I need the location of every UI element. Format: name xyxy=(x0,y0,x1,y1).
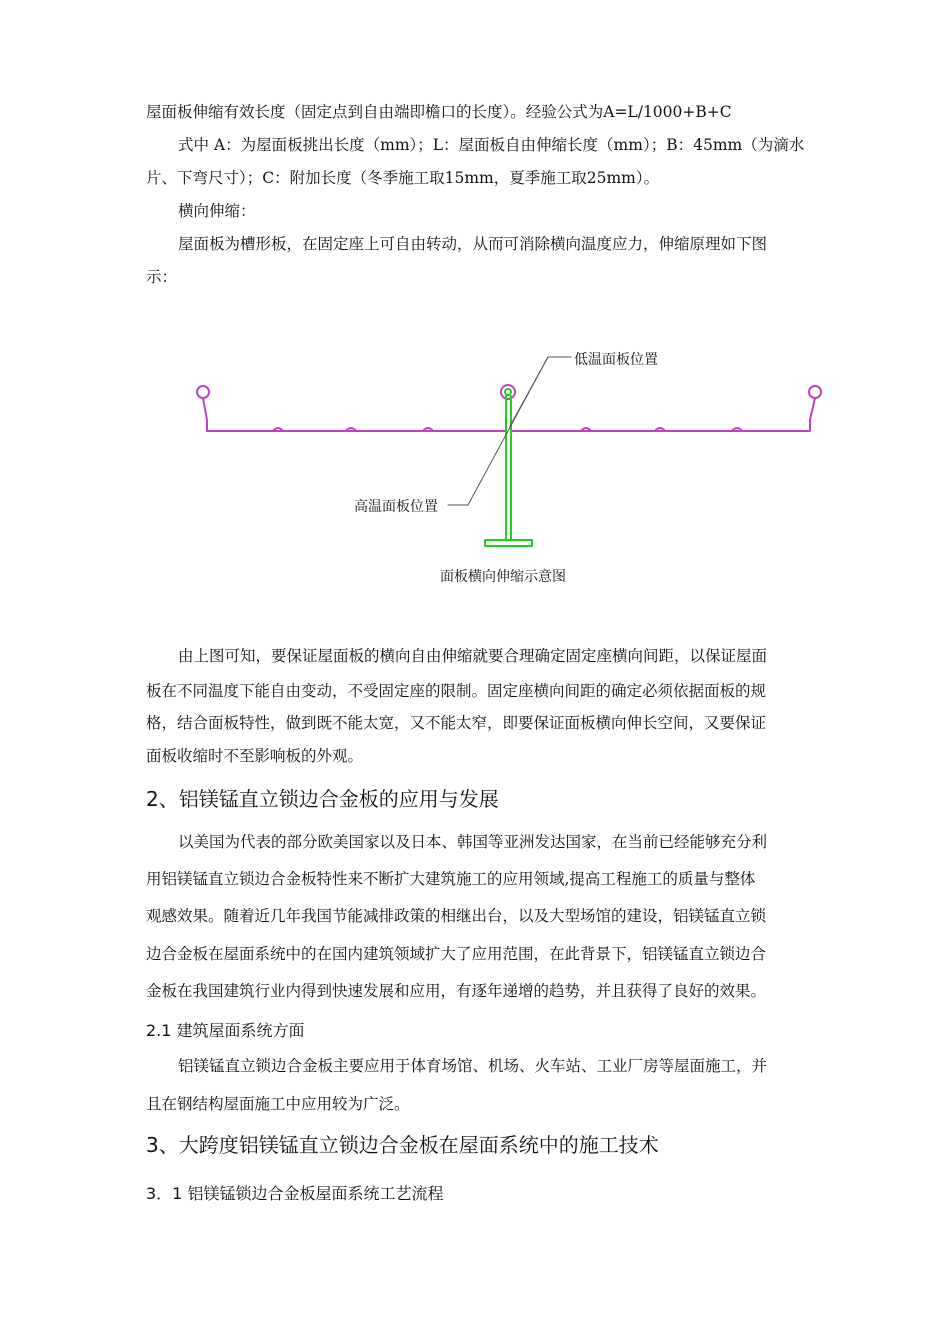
panel-left xyxy=(197,386,506,431)
paragraph-formula-definition: 式中 A：为屋面板挑出长度（mm）；L：屋面板自由伸缩长度（mm）；B：45mm（为滴水 xyxy=(178,136,805,154)
fixing-seat xyxy=(485,389,532,546)
paragraph-conclusion-2: 板在不同温度下能自由变动，不受固定座的限制。固定座横向间距的确定必须依据面板的规 xyxy=(146,682,767,700)
paragraph-formula-intro: 屋面板伸缩有效长度（固定点到自由端即檐口的长度）。经验公式为A=L/1000+B+C xyxy=(146,103,732,121)
panel-right xyxy=(511,386,821,431)
paragraph-application-5: 金板在我国建筑行业内得到快速发展和应用，有逐年递增的趋势，并且获得了良好的效果。 xyxy=(146,982,767,1000)
label-low-temperature-position: 低温面板位置 xyxy=(574,352,658,368)
paragraph-application: 以美国为代表的部分欧美国家以及日本、韩国等亚洲发达国家，在当前已经能够充分利 xyxy=(178,833,768,851)
paragraph-application-3: 观感效果。随着近几年我国节能减排政策的相继出台，以及大型场馆的建设，铝镁锰直立锁 xyxy=(146,907,767,925)
paragraph-application-2: 用铝镁锰直立锁边合金板特性来不断扩大建筑施工的应用领域,提高工程施工的质量与整体 xyxy=(146,870,756,888)
paragraph-conclusion: 由上图可知，要保证屋面板的横向自由伸缩就要合理确定固定座横向间距，以保证屋面 xyxy=(178,647,768,665)
subsection-heading-3-1: 3．1 铝镁锰锁边合金板屋面系统工艺流程 xyxy=(146,1184,444,1203)
paragraph-transverse-text-cont: 示： xyxy=(146,268,178,286)
section-heading-3: 3、大跨度铝镁锰直立锁边合金板在屋面系统中的施工技术 xyxy=(146,1133,659,1157)
paragraph-transverse-heading: 横向伸缩： xyxy=(178,202,256,220)
section-heading-2: 2、铝镁锰直立锁边合金板的应用与发展 xyxy=(146,787,499,811)
paragraph-application-4: 边合金板在屋面系统中的在国内建筑领域扩大了应用范围，在此背景下，铝镁锰直立锁边合 xyxy=(146,945,767,963)
paragraph-roof-system-2: 且在钢结构屋面施工中应用较为广泛。 xyxy=(146,1095,410,1113)
label-high-temperature-position: 高温面板位置 xyxy=(354,499,438,515)
paragraph-transverse-text: 屋面板为槽形板，在固定座上可自由转动，从而可消除横向温度应力，伸缩原理如下图 xyxy=(178,235,768,253)
subsection-heading-2-1: 2.1 建筑屋面系统方面 xyxy=(146,1021,305,1040)
figure-caption: 面板横向伸缩示意图 xyxy=(440,569,566,585)
transverse-expansion-diagram xyxy=(0,0,950,620)
standing-seam xyxy=(501,385,515,399)
paragraph-formula-definition-cont: 片、下弯尺寸）；C：附加长度（冬季施工取15mm，夏季施工取25mm）。 xyxy=(146,169,660,187)
paragraph-conclusion-3: 格，结合面板特性，做到既不能太宽，又不能太窄，即要保证面板横向伸长空间，又要保证 xyxy=(146,714,767,732)
paragraph-roof-system: 铝镁锰直立锁边合金板主要应用于体育场馆、机场、火车站、工业厂房等屋面施工，并 xyxy=(178,1057,768,1075)
paragraph-conclusion-4: 面板收缩时不至影响板的外观。 xyxy=(146,747,364,765)
